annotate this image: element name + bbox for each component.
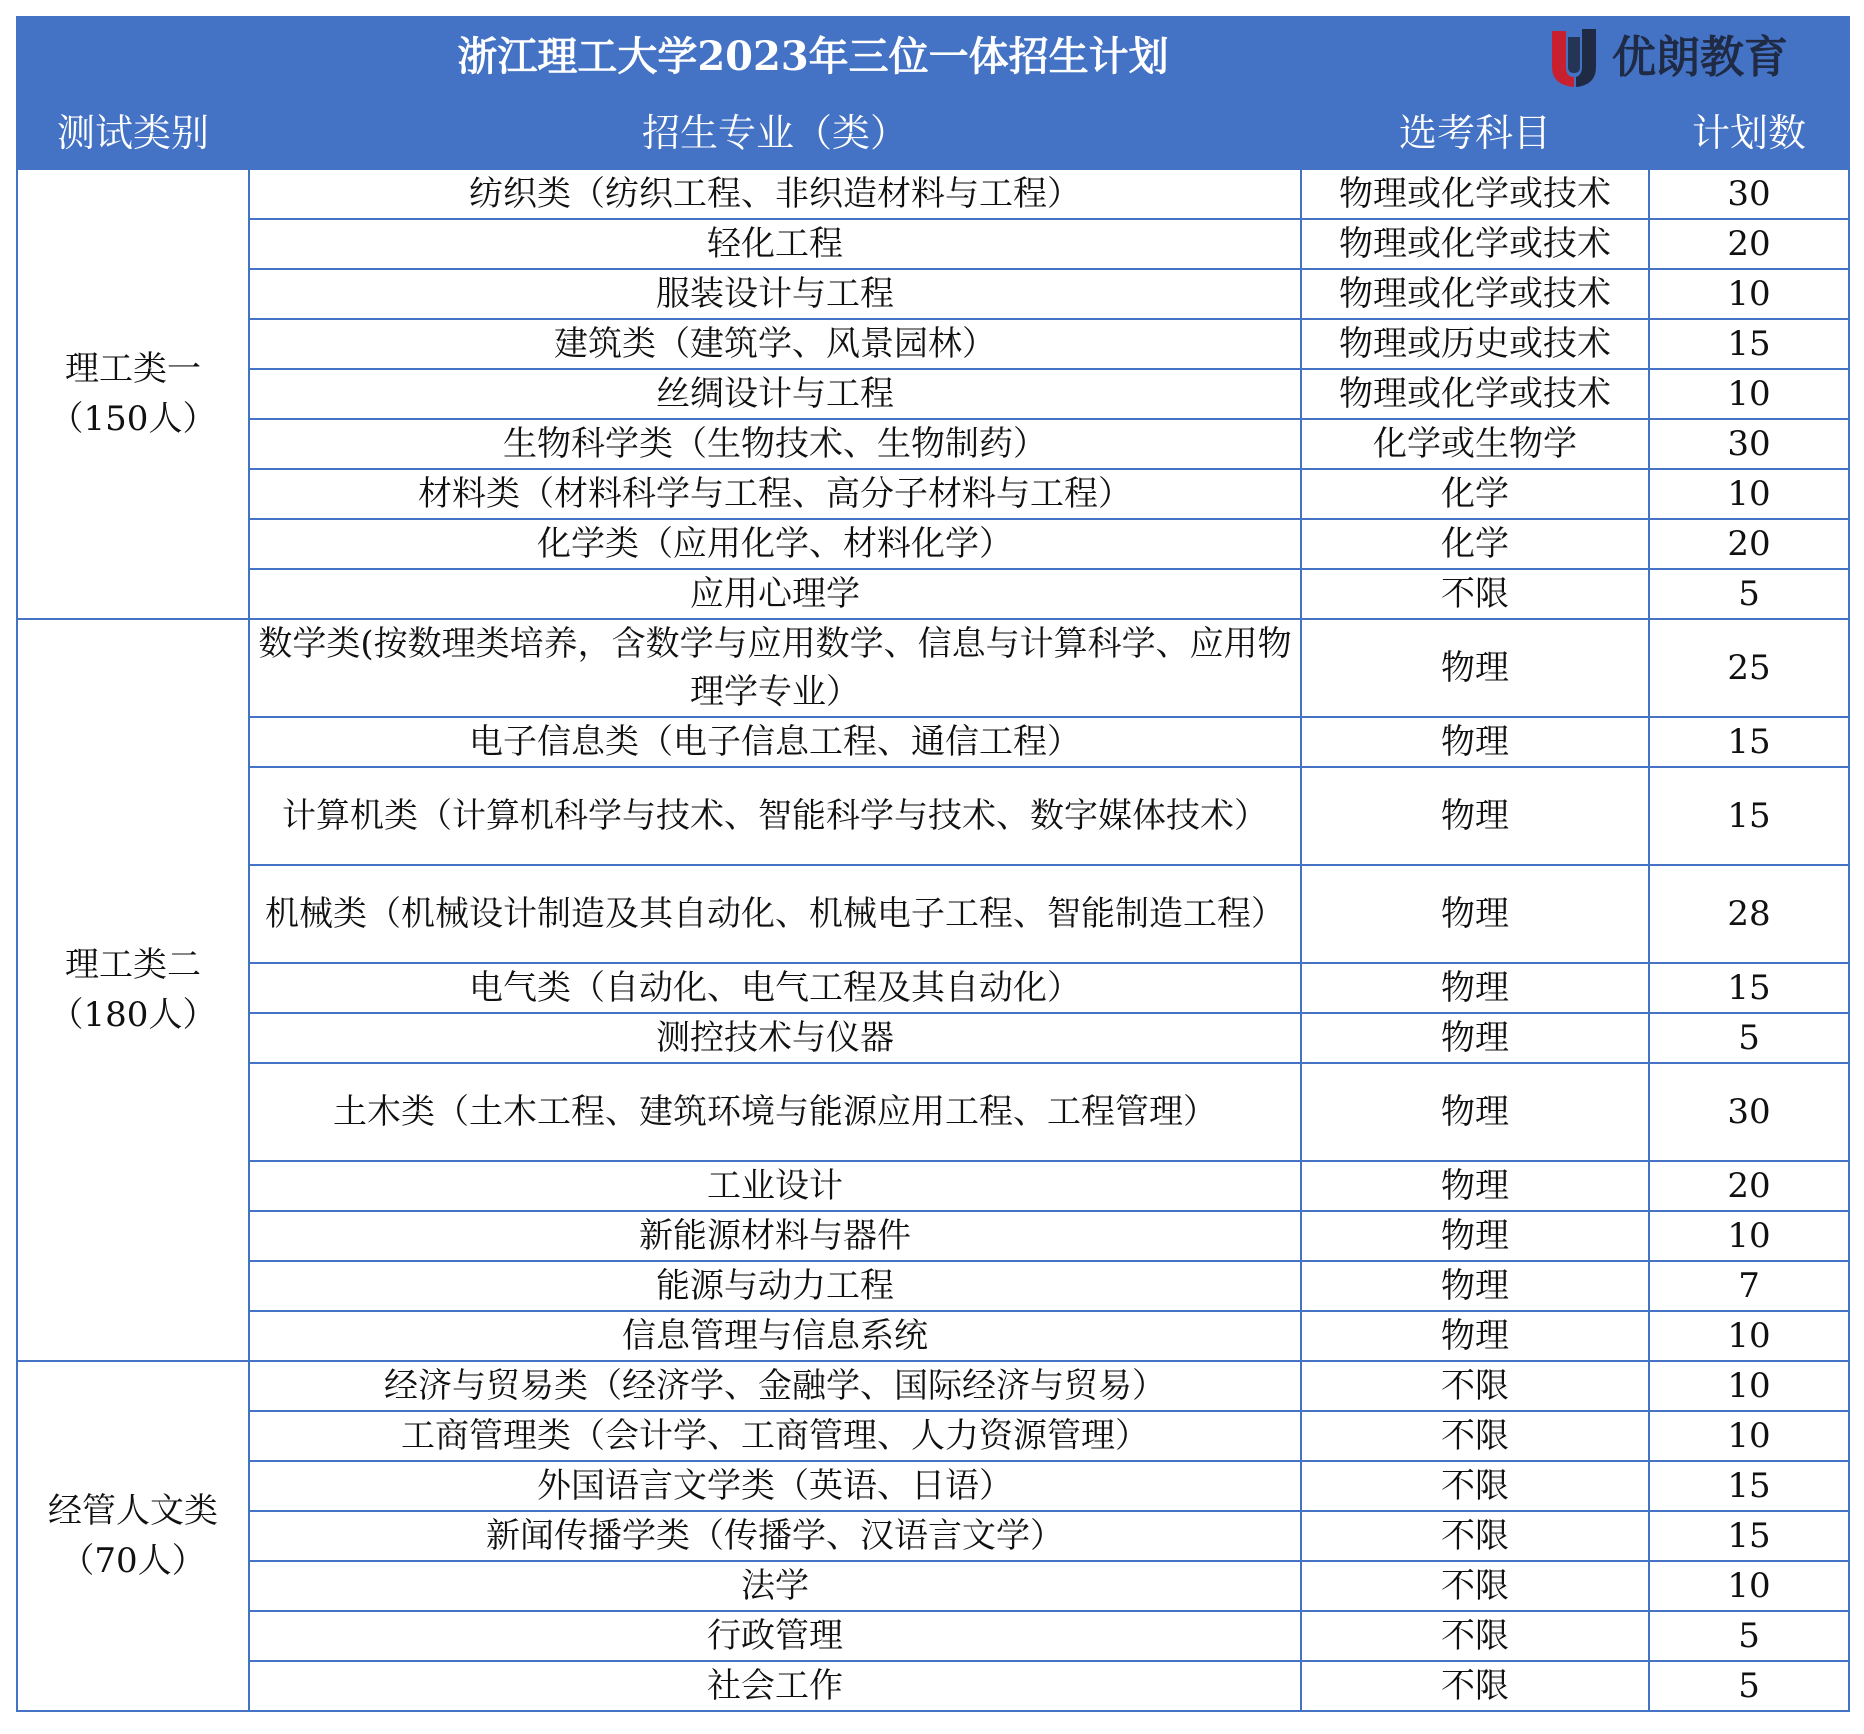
subject-cell: 物理或历史或技术 bbox=[1301, 319, 1649, 369]
subject-cell: 化学 bbox=[1301, 519, 1649, 569]
major-cell: 电子信息类（电子信息工程、通信工程） bbox=[249, 717, 1301, 767]
subject-cell: 不限 bbox=[1301, 1411, 1649, 1461]
subject-cell: 物理 bbox=[1301, 1161, 1649, 1211]
table-row bbox=[17, 1361, 1849, 1411]
table-header-row bbox=[17, 97, 1849, 169]
table-row bbox=[17, 963, 1849, 1013]
major-cell: 计算机类（计算机科学与技术、智能科学与技术、数字媒体技术） bbox=[249, 767, 1301, 865]
count-cell: 25 bbox=[1649, 619, 1849, 717]
brand-logo bbox=[1546, 26, 1788, 90]
enrollment-table bbox=[16, 16, 1850, 1712]
subject-cell: 物理 bbox=[1301, 619, 1649, 717]
count-cell: 10 bbox=[1649, 1311, 1849, 1361]
count-cell: 30 bbox=[1649, 1063, 1849, 1161]
table-row bbox=[17, 519, 1849, 569]
brand-logo-text: 优朗教育 bbox=[1612, 32, 1789, 83]
table-row bbox=[17, 717, 1849, 767]
count-cell: 5 bbox=[1649, 1611, 1849, 1661]
major-cell: 信息管理与信息系统 bbox=[249, 1311, 1301, 1361]
subject-cell: 物理或化学或技术 bbox=[1301, 219, 1649, 269]
major-cell: 化学类（应用化学、材料化学） bbox=[249, 519, 1301, 569]
table-row bbox=[17, 269, 1849, 319]
count-cell: 10 bbox=[1649, 369, 1849, 419]
table-row bbox=[17, 1511, 1849, 1561]
table-row bbox=[17, 369, 1849, 419]
subject-cell: 不限 bbox=[1301, 1461, 1649, 1511]
subject-cell: 物理 bbox=[1301, 1311, 1649, 1361]
subject-cell: 不限 bbox=[1301, 1661, 1649, 1711]
subject-cell: 物理或化学或技术 bbox=[1301, 169, 1649, 219]
count-cell: 15 bbox=[1649, 963, 1849, 1013]
category-cell: 理工类二 （180人） bbox=[17, 619, 249, 1361]
subject-cell: 物理或化学或技术 bbox=[1301, 269, 1649, 319]
subject-cell: 物理 bbox=[1301, 1211, 1649, 1261]
table-row bbox=[17, 1661, 1849, 1711]
major-cell: 能源与动力工程 bbox=[249, 1261, 1301, 1311]
major-cell: 服装设计与工程 bbox=[249, 269, 1301, 319]
table-row bbox=[17, 1311, 1849, 1361]
header-subject: 选考科目 bbox=[1301, 97, 1649, 169]
count-cell: 10 bbox=[1649, 469, 1849, 519]
table-row bbox=[17, 419, 1849, 469]
table-row bbox=[17, 1261, 1849, 1311]
major-cell: 数学类(按数理类培养，含数学与应用数学、信息与计算科学、应用物理学专业） bbox=[249, 619, 1301, 717]
major-cell: 应用心理学 bbox=[249, 569, 1301, 619]
table-row bbox=[17, 469, 1849, 519]
count-cell: 15 bbox=[1649, 319, 1849, 369]
subject-cell: 物理或化学或技术 bbox=[1301, 369, 1649, 419]
count-cell: 5 bbox=[1649, 1661, 1849, 1711]
category-cell: 经管人文类 （70人） bbox=[17, 1361, 249, 1711]
major-cell: 经济与贸易类（经济学、金融学、国际经济与贸易） bbox=[249, 1361, 1301, 1411]
count-cell: 10 bbox=[1649, 1211, 1849, 1261]
subject-cell: 不限 bbox=[1301, 1611, 1649, 1661]
table-row bbox=[17, 169, 1849, 219]
count-cell: 10 bbox=[1649, 269, 1849, 319]
subject-cell: 物理 bbox=[1301, 865, 1649, 963]
table-row bbox=[17, 1211, 1849, 1261]
subject-cell: 物理 bbox=[1301, 1013, 1649, 1063]
header-count: 计划数 bbox=[1649, 97, 1849, 169]
subject-cell: 不限 bbox=[1301, 1361, 1649, 1411]
major-cell: 法学 bbox=[249, 1561, 1301, 1611]
count-cell: 5 bbox=[1649, 1013, 1849, 1063]
table-row bbox=[17, 619, 1849, 717]
major-cell: 测控技术与仪器 bbox=[249, 1013, 1301, 1063]
count-cell: 10 bbox=[1649, 1411, 1849, 1461]
count-cell: 20 bbox=[1649, 1161, 1849, 1211]
table-row bbox=[17, 865, 1849, 963]
major-cell: 纺织类（纺织工程、非织造材料与工程） bbox=[249, 169, 1301, 219]
major-cell: 工商管理类（会计学、工商管理、人力资源管理） bbox=[249, 1411, 1301, 1461]
table-title-bar bbox=[17, 17, 1849, 97]
table-row bbox=[17, 1161, 1849, 1211]
header-category: 测试类别 bbox=[17, 97, 249, 169]
page-title: 浙江理工大学2023年三位一体招生计划 bbox=[457, 33, 1169, 80]
table-row bbox=[17, 219, 1849, 269]
major-cell: 外国语言文学类（英语、日语） bbox=[249, 1461, 1301, 1511]
table-row bbox=[17, 1013, 1849, 1063]
count-cell: 15 bbox=[1649, 717, 1849, 767]
count-cell: 10 bbox=[1649, 1361, 1849, 1411]
table-row bbox=[17, 1561, 1849, 1611]
subject-cell: 化学或生物学 bbox=[1301, 419, 1649, 469]
major-cell: 电气类（自动化、电气工程及其自动化） bbox=[249, 963, 1301, 1013]
header-major: 招生专业（类） bbox=[249, 97, 1301, 169]
count-cell: 5 bbox=[1649, 569, 1849, 619]
count-cell: 30 bbox=[1649, 419, 1849, 469]
major-cell: 生物科学类（生物技术、生物制药） bbox=[249, 419, 1301, 469]
subject-cell: 不限 bbox=[1301, 1561, 1649, 1611]
major-cell: 建筑类（建筑学、风景园林） bbox=[249, 319, 1301, 369]
count-cell: 10 bbox=[1649, 1561, 1849, 1611]
subject-cell: 物理 bbox=[1301, 963, 1649, 1013]
major-cell: 材料类（材料科学与工程、高分子材料与工程） bbox=[249, 469, 1301, 519]
subject-cell: 物理 bbox=[1301, 1063, 1649, 1161]
major-cell: 行政管理 bbox=[249, 1611, 1301, 1661]
subject-cell: 物理 bbox=[1301, 767, 1649, 865]
table-row bbox=[17, 1461, 1849, 1511]
category-cell: 理工类一 （150人） bbox=[17, 169, 249, 619]
table-row bbox=[17, 1611, 1849, 1661]
count-cell: 30 bbox=[1649, 169, 1849, 219]
subject-cell: 物理 bbox=[1301, 717, 1649, 767]
enrollment-plan-document bbox=[16, 16, 1848, 1712]
count-cell: 15 bbox=[1649, 767, 1849, 865]
subject-cell: 化学 bbox=[1301, 469, 1649, 519]
table-row bbox=[17, 319, 1849, 369]
count-cell: 15 bbox=[1649, 1511, 1849, 1561]
table-row bbox=[17, 1411, 1849, 1461]
major-cell: 土木类（土木工程、建筑环境与能源应用工程、工程管理） bbox=[249, 1063, 1301, 1161]
count-cell: 20 bbox=[1649, 219, 1849, 269]
major-cell: 机械类（机械设计制造及其自动化、机械电子工程、智能制造工程） bbox=[249, 865, 1301, 963]
youlang-logo-icon bbox=[1546, 27, 1602, 89]
count-cell: 20 bbox=[1649, 519, 1849, 569]
table-row bbox=[17, 767, 1849, 865]
major-cell: 丝绸设计与工程 bbox=[249, 369, 1301, 419]
count-cell: 7 bbox=[1649, 1261, 1849, 1311]
table-row bbox=[17, 569, 1849, 619]
count-cell: 15 bbox=[1649, 1461, 1849, 1511]
major-cell: 新闻传播学类（传播学、汉语言文学） bbox=[249, 1511, 1301, 1561]
count-cell: 28 bbox=[1649, 865, 1849, 963]
subject-cell: 不限 bbox=[1301, 1511, 1649, 1561]
major-cell: 轻化工程 bbox=[249, 219, 1301, 269]
table-row bbox=[17, 1063, 1849, 1161]
subject-cell: 不限 bbox=[1301, 569, 1649, 619]
subject-cell: 物理 bbox=[1301, 1261, 1649, 1311]
major-cell: 工业设计 bbox=[249, 1161, 1301, 1211]
major-cell: 新能源材料与器件 bbox=[249, 1211, 1301, 1261]
major-cell: 社会工作 bbox=[249, 1661, 1301, 1711]
